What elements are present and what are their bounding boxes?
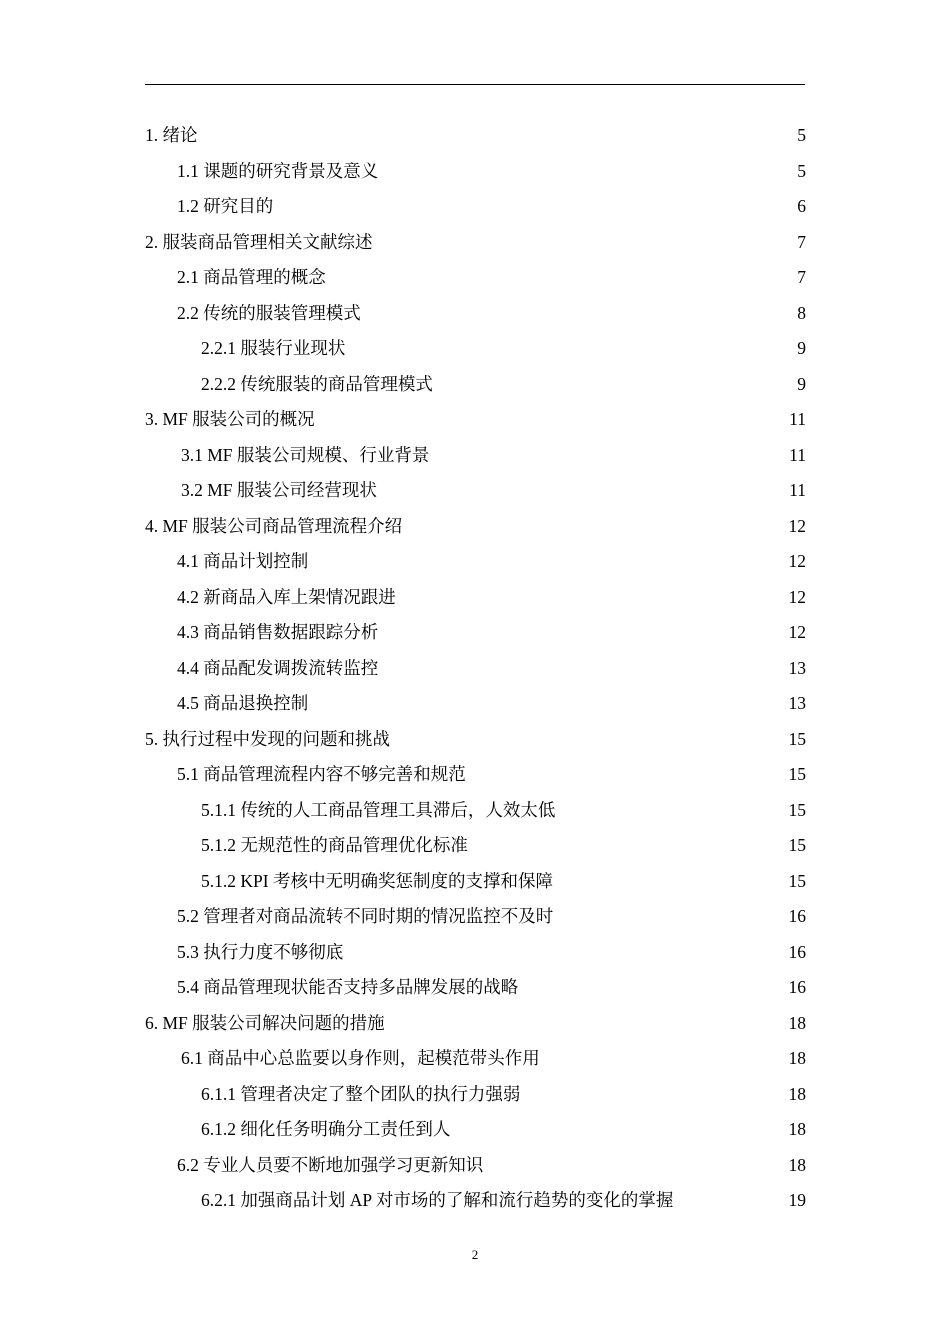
toc-entry-title: 2. 服装商品管理相关文献综述 xyxy=(145,231,373,252)
toc-entry-page: 16 xyxy=(788,941,806,962)
toc-entry xyxy=(145,367,806,403)
toc-entry xyxy=(145,331,806,367)
toc-entry-page: 15 xyxy=(788,870,806,891)
toc-entry xyxy=(145,225,806,261)
toc-entry-page: 9 xyxy=(797,373,806,394)
toc-entry xyxy=(145,864,806,900)
toc-entry-page: 11 xyxy=(789,480,806,500)
toc-entry-page: 11 xyxy=(789,409,806,429)
toc-entry-title: 6.2.1 加强商品计划 AP 对市场的了解和流行趋势的变化的掌握 xyxy=(201,1190,674,1210)
toc-entry-title: 5. 执行过程中发现的问题和挑战 xyxy=(145,728,390,749)
toc-entry xyxy=(145,935,806,971)
toc-entry-page: 19 xyxy=(788,1190,806,1210)
toc-entry xyxy=(145,1041,806,1077)
toc-entry-page: 13 xyxy=(788,657,806,678)
toc-entry xyxy=(145,580,806,616)
toc-entry-page: 12 xyxy=(788,515,806,536)
toc-entry-title: 2.1 商品管理的概念 xyxy=(177,267,326,287)
toc-entry-page: 16 xyxy=(788,977,806,997)
toc-entry-page: 15 xyxy=(788,799,806,820)
toc-entry-page: 9 xyxy=(797,338,806,358)
toc-entry xyxy=(145,438,806,474)
table-of-contents xyxy=(145,118,806,1219)
toc-entry-page: 18 xyxy=(788,1083,806,1104)
toc-entry xyxy=(145,1148,806,1184)
toc-entry xyxy=(145,544,806,580)
toc-entry-title: 6.1 商品中心总监要以身作则，起模范带头作用 xyxy=(181,1048,540,1068)
toc-entry-page: 5 xyxy=(797,125,806,145)
toc-entry xyxy=(145,1183,806,1219)
toc-entry xyxy=(145,899,806,935)
header-rule xyxy=(145,84,805,85)
toc-entry-page: 13 xyxy=(788,693,806,713)
toc-entry xyxy=(145,722,806,758)
toc-entry-title: 5.1.2 无规范性的商品管理优化标准 xyxy=(201,835,468,855)
toc-entry-title: 5.2 管理者对商品流转不同时期的情况监控不及时 xyxy=(177,906,554,926)
toc-entry-page: 18 xyxy=(788,1048,806,1068)
toc-entry-title: 5.4 商品管理现状能否支持多品牌发展的战略 xyxy=(177,977,519,997)
toc-entry xyxy=(145,970,806,1006)
toc-entry xyxy=(145,686,806,722)
toc-entry-page: 5 xyxy=(797,160,806,181)
toc-entry-page: 12 xyxy=(788,622,806,642)
toc-entry-page: 15 xyxy=(788,728,806,749)
toc-entry-title: 4.5 商品退换控制 xyxy=(177,693,309,713)
toc-entry-title: 2.2.1 服装行业现状 xyxy=(201,338,346,358)
toc-entry-page: 8 xyxy=(797,302,806,323)
toc-entry-page: 15 xyxy=(788,764,806,784)
toc-entry-title: 4.4 商品配发调拨流转监控 xyxy=(177,657,379,678)
toc-entry-page: 7 xyxy=(797,231,806,252)
toc-entry-page: 12 xyxy=(788,551,806,571)
toc-entry xyxy=(145,260,806,296)
toc-entry xyxy=(145,296,806,332)
toc-entry xyxy=(145,757,806,793)
toc-entry-title: 6.2 专业人员要不断地加强学习更新知识 xyxy=(177,1154,484,1175)
toc-entry-title: 5.1.2 KPI 考核中无明确奖惩制度的支撑和保障 xyxy=(201,870,553,891)
toc-entry xyxy=(145,828,806,864)
toc-entry xyxy=(145,615,806,651)
page-number: 2 xyxy=(471,1247,479,1262)
toc-entry xyxy=(145,473,806,509)
toc-entry-page: 16 xyxy=(788,906,806,926)
toc-entry-title: 1.2 研究目的 xyxy=(177,196,274,216)
toc-entry-title: 5.1.1 传统的人工商品管理工具滞后，人效太低 xyxy=(201,799,556,820)
toc-entry-title: 4.3 商品销售数据跟踪分析 xyxy=(177,622,379,642)
toc-entry-title: 4. MF 服装公司商品管理流程介绍 xyxy=(145,515,403,536)
toc-entry-title: 6.1.2 细化任务明确分工责任到人 xyxy=(201,1119,451,1139)
toc-entry-title: 3.1 MF 服装公司规模、行业背景 xyxy=(181,444,430,465)
toc-entry-title: 1. 绪论 xyxy=(145,125,198,145)
toc-entry-page: 15 xyxy=(788,835,806,855)
toc-entry xyxy=(145,402,806,438)
toc-entry xyxy=(145,118,806,154)
toc-entry xyxy=(145,793,806,829)
toc-entry xyxy=(145,1112,806,1148)
toc-entry xyxy=(145,651,806,687)
toc-entry-title: 4.1 商品计划控制 xyxy=(177,551,309,571)
toc-entry xyxy=(145,509,806,545)
toc-entry xyxy=(145,154,806,190)
toc-entry xyxy=(145,189,806,225)
toc-entry xyxy=(145,1077,806,1113)
toc-entry-page: 7 xyxy=(797,267,806,287)
toc-entry-page: 11 xyxy=(789,444,806,465)
toc-entry-page: 12 xyxy=(788,586,806,607)
toc-entry-page: 6 xyxy=(797,196,806,216)
toc-entry-title: 4.2 新商品入库上架情况跟进 xyxy=(177,586,396,607)
toc-entry-title: 2.2.2 传统服装的商品管理模式 xyxy=(201,373,433,394)
toc-entry-title: 6. MF 服装公司解决问题的措施 xyxy=(145,1012,385,1033)
toc-entry-page: 18 xyxy=(788,1012,806,1033)
toc-entry-title: 3. MF 服装公司的概况 xyxy=(145,409,315,429)
toc-entry-title: 6.1.1 管理者决定了整个团队的执行力强弱 xyxy=(201,1083,521,1104)
toc-entry-title: 2.2 传统的服装管理模式 xyxy=(177,302,361,323)
toc-entry-page: 18 xyxy=(788,1154,806,1175)
toc-entry-page: 18 xyxy=(788,1119,806,1139)
toc-entry-title: 5.3 执行力度不够彻底 xyxy=(177,941,344,962)
toc-entry-title: 5.1 商品管理流程内容不够完善和规范 xyxy=(177,764,466,784)
toc-entry-title: 3.2 MF 服装公司经营现状 xyxy=(181,480,377,500)
toc-entry xyxy=(145,1006,806,1042)
toc-entry-title: 1.1 课题的研究背景及意义 xyxy=(177,160,379,181)
